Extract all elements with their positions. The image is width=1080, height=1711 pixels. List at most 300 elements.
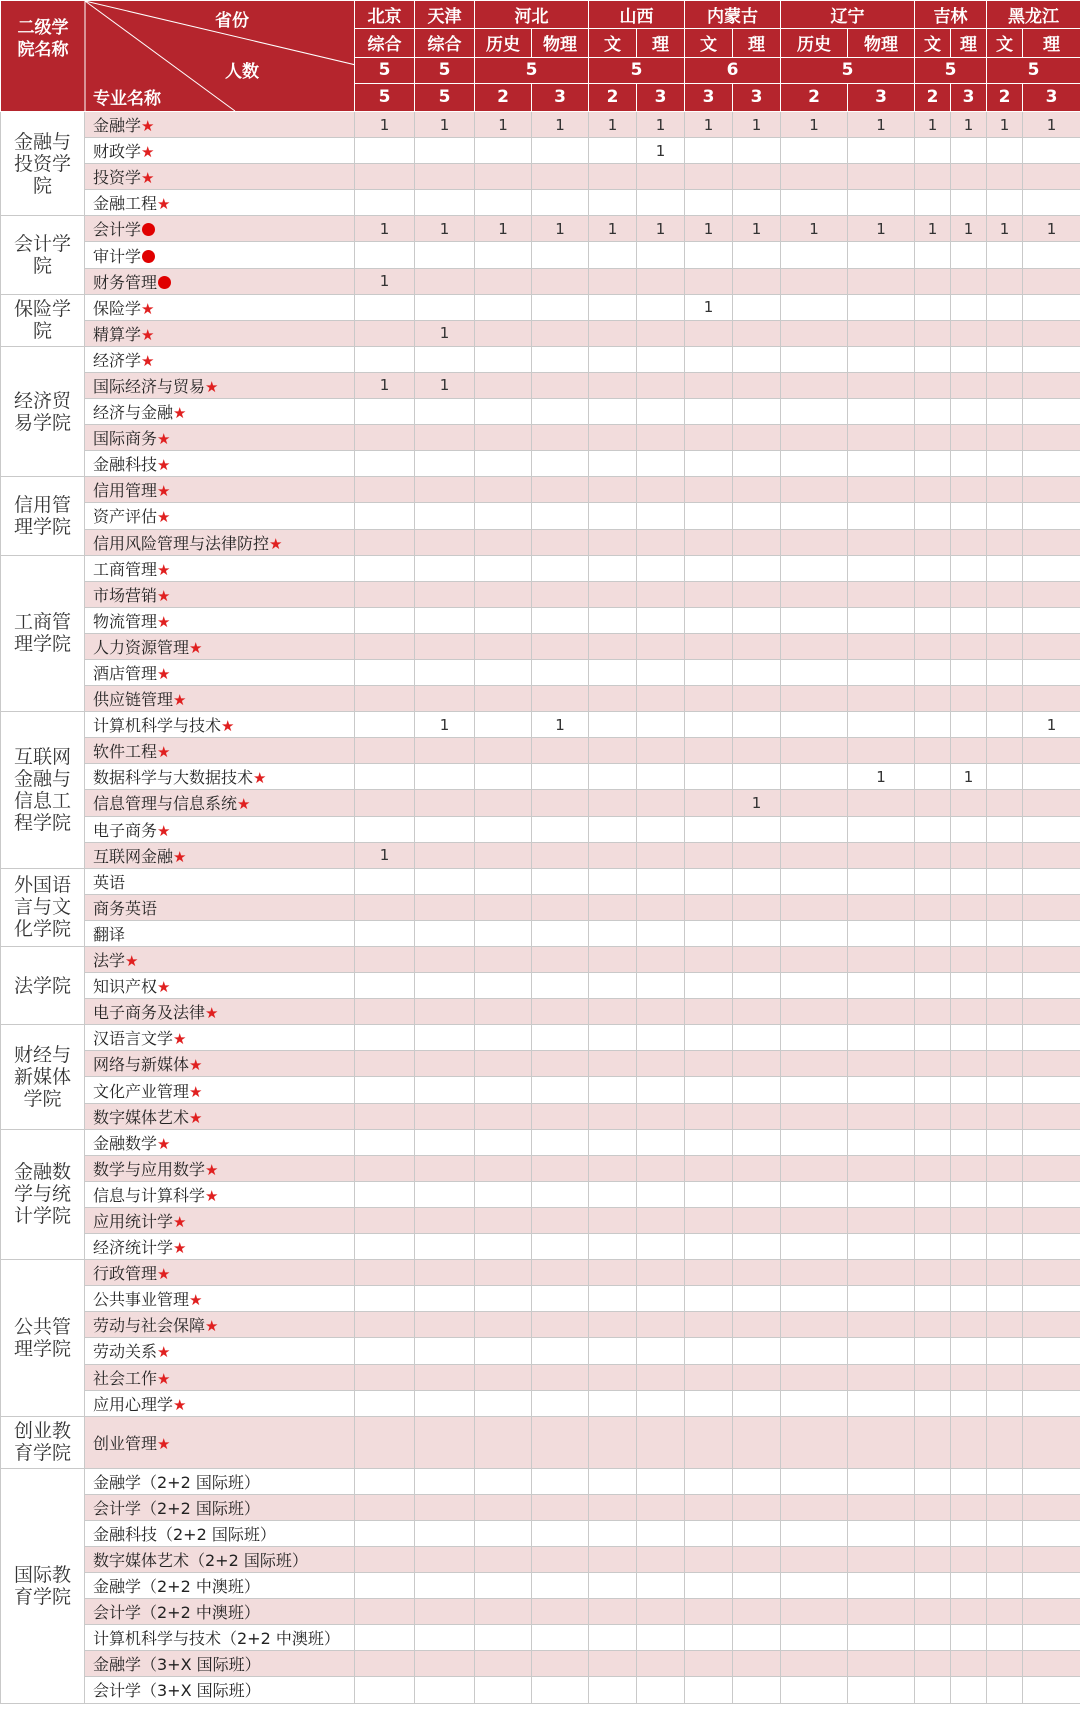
count-cell <box>355 1338 415 1364</box>
count-cell <box>733 1599 781 1625</box>
count-cell <box>848 581 915 607</box>
count-cell: 1 <box>415 216 475 242</box>
subject-count: 3 <box>848 83 915 111</box>
count-cell <box>848 242 915 268</box>
province-total: 5 <box>415 57 475 83</box>
count-cell <box>355 764 415 790</box>
count-cell: 1 <box>415 112 475 138</box>
count-cell <box>355 1677 415 1703</box>
count-cell <box>848 372 915 398</box>
subject-name: 文 <box>915 29 951 57</box>
count-cell <box>1023 1338 1080 1364</box>
count-cell <box>532 1416 589 1468</box>
count-cell <box>685 633 733 659</box>
count-cell <box>733 1207 781 1233</box>
count-cell <box>848 1312 915 1338</box>
count-cell <box>532 1286 589 1312</box>
count-cell <box>637 425 685 451</box>
count-cell <box>355 1207 415 1233</box>
count-cell <box>355 294 415 320</box>
count-cell <box>532 1234 589 1260</box>
count-cell <box>951 1051 987 1077</box>
count-cell: 1 <box>475 112 532 138</box>
count-cell <box>475 372 532 398</box>
count-cell <box>781 920 848 946</box>
college-name: 法学院 <box>1 947 85 1025</box>
count-cell <box>733 529 781 555</box>
count-cell <box>475 1234 532 1260</box>
count-cell <box>987 999 1023 1025</box>
count-cell <box>848 1573 915 1599</box>
count-cell <box>915 842 951 868</box>
count-cell <box>951 451 987 477</box>
count-cell <box>685 973 733 999</box>
count-cell <box>781 999 848 1025</box>
major-label: 供应链管理 <box>93 690 174 710</box>
count-cell <box>637 242 685 268</box>
count-cell <box>355 607 415 633</box>
count-cell <box>987 712 1023 738</box>
count-cell <box>733 973 781 999</box>
count-cell <box>915 1494 951 1520</box>
count-cell <box>781 738 848 764</box>
count-cell <box>475 1260 532 1286</box>
count-cell <box>781 1129 848 1155</box>
count-cell <box>951 947 987 973</box>
count-cell <box>951 790 987 816</box>
count-cell <box>685 1051 733 1077</box>
count-cell <box>951 1260 987 1286</box>
count-cell <box>637 1077 685 1103</box>
count-cell <box>915 1468 951 1494</box>
count-cell <box>733 1416 781 1468</box>
major-label: 金融数学 <box>93 1133 158 1153</box>
count-cell <box>415 738 475 764</box>
count-cell <box>589 842 637 868</box>
count-cell <box>1023 1677 1080 1703</box>
table-row <box>1 477 1080 503</box>
count-cell <box>589 1599 637 1625</box>
count-cell <box>685 1677 733 1703</box>
major-label: 应用心理学 <box>93 1394 174 1414</box>
count-cell <box>415 268 475 294</box>
count-cell <box>415 607 475 633</box>
star-icon: ★ <box>205 1004 219 1023</box>
count-cell <box>475 1677 532 1703</box>
count-cell: 1 <box>355 216 415 242</box>
province-name: 天津 <box>415 1 475 29</box>
count-cell <box>733 1103 781 1129</box>
count-cell <box>415 842 475 868</box>
count-cell <box>915 581 951 607</box>
count-cell <box>915 738 951 764</box>
count-cell <box>951 999 987 1025</box>
count-cell <box>475 346 532 372</box>
count-cell <box>733 920 781 946</box>
count-cell <box>532 738 589 764</box>
count-cell <box>589 242 637 268</box>
count-cell <box>637 1207 685 1233</box>
count-cell: 1 <box>733 112 781 138</box>
count-cell <box>637 581 685 607</box>
count-cell <box>637 1312 685 1338</box>
count-cell <box>637 686 685 712</box>
count-cell <box>1023 346 1080 372</box>
count-cell <box>951 138 987 164</box>
star-icon: ★ <box>125 952 139 971</box>
table-row <box>1 1286 1080 1312</box>
count-cell <box>987 1103 1023 1129</box>
count-cell <box>1023 1155 1080 1181</box>
count-cell <box>1023 659 1080 685</box>
count-cell <box>589 477 637 503</box>
count-cell <box>951 894 987 920</box>
table-row <box>1 1207 1080 1233</box>
count-cell <box>1023 1207 1080 1233</box>
red-dot-icon <box>142 223 155 236</box>
count-cell <box>475 947 532 973</box>
star-icon: ★ <box>141 351 155 370</box>
major-name <box>85 1051 355 1077</box>
major-name <box>85 555 355 581</box>
star-icon: ★ <box>205 377 219 396</box>
major-name <box>85 920 355 946</box>
major-label: 知识产权 <box>93 977 158 997</box>
count-cell <box>915 190 951 216</box>
major-label: 金融科技 <box>93 455 158 475</box>
major-name <box>85 686 355 712</box>
table-row <box>1 1312 1080 1338</box>
major-label: 金融工程 <box>93 194 158 214</box>
count-cell <box>415 503 475 529</box>
count-cell <box>532 190 589 216</box>
major-label: 市场营销 <box>93 585 158 605</box>
count-cell <box>532 1364 589 1390</box>
count-cell <box>637 164 685 190</box>
count-cell <box>475 294 532 320</box>
count-cell <box>951 1312 987 1338</box>
count-cell <box>637 816 685 842</box>
province-total: 5 <box>475 57 589 83</box>
count-cell <box>987 1573 1023 1599</box>
count-cell <box>685 1025 733 1051</box>
count-cell <box>475 581 532 607</box>
count-cell <box>915 1416 951 1468</box>
count-cell <box>685 164 733 190</box>
count-cell: 1 <box>848 112 915 138</box>
count-cell <box>781 1338 848 1364</box>
count-cell <box>685 503 733 529</box>
count-cell <box>733 686 781 712</box>
count-cell <box>848 320 915 346</box>
count-cell: 1 <box>637 112 685 138</box>
count-cell <box>475 659 532 685</box>
star-icon: ★ <box>157 1343 171 1362</box>
count-cell <box>781 659 848 685</box>
count-cell <box>781 1625 848 1651</box>
count-cell <box>637 1338 685 1364</box>
major-name <box>85 1494 355 1520</box>
count-cell <box>475 477 532 503</box>
count-cell <box>532 581 589 607</box>
count-cell <box>532 1103 589 1129</box>
table-row <box>1 712 1080 738</box>
count-cell <box>915 1573 951 1599</box>
count-cell <box>355 451 415 477</box>
count-cell <box>915 477 951 503</box>
count-cell <box>475 633 532 659</box>
count-cell <box>475 1051 532 1077</box>
count-cell <box>637 633 685 659</box>
count-cell <box>355 1234 415 1260</box>
major-label: 数字媒体艺术（2+2 国际班） <box>93 1551 308 1571</box>
star-icon: ★ <box>269 534 283 553</box>
count-cell <box>589 1546 637 1572</box>
major-label: 金融学（3+X 国际班） <box>93 1655 261 1675</box>
count-cell <box>355 686 415 712</box>
count-cell <box>915 1129 951 1155</box>
count-cell <box>733 1129 781 1155</box>
count-cell <box>733 659 781 685</box>
count-cell <box>415 1312 475 1338</box>
count-cell <box>589 268 637 294</box>
count-cell <box>637 372 685 398</box>
count-cell <box>987 399 1023 425</box>
subject-count: 5 <box>415 83 475 111</box>
count-cell <box>1023 1025 1080 1051</box>
subject-count: 2 <box>589 83 637 111</box>
count-cell <box>589 1234 637 1260</box>
subject-count: 2 <box>781 83 848 111</box>
major-name <box>85 1573 355 1599</box>
table-row <box>1 1599 1080 1625</box>
count-cell <box>532 1390 589 1416</box>
count-cell <box>915 555 951 581</box>
table-row <box>1 633 1080 659</box>
count-cell <box>532 1051 589 1077</box>
count-cell <box>1023 1390 1080 1416</box>
count-cell <box>415 947 475 973</box>
count-cell <box>848 529 915 555</box>
major-name <box>85 294 355 320</box>
count-cell <box>532 816 589 842</box>
count-cell <box>987 320 1023 346</box>
major-label: 计算机科学与技术 <box>93 716 222 736</box>
count-cell <box>355 399 415 425</box>
count-cell <box>475 1573 532 1599</box>
major-label: 数字媒体艺术 <box>93 1107 190 1127</box>
count-cell <box>848 425 915 451</box>
subject-count: 2 <box>475 83 532 111</box>
count-cell: 1 <box>637 216 685 242</box>
count-cell <box>685 738 733 764</box>
major-label: 行政管理 <box>93 1264 158 1284</box>
star-icon: ★ <box>189 1082 203 1101</box>
count-cell <box>848 1468 915 1494</box>
count-cell: 1 <box>532 112 589 138</box>
count-cell <box>915 1286 951 1312</box>
star-icon: ★ <box>157 586 171 605</box>
count-cell <box>637 973 685 999</box>
count-cell <box>415 451 475 477</box>
count-cell <box>685 242 733 268</box>
count-cell <box>589 816 637 842</box>
count-cell <box>987 164 1023 190</box>
count-cell <box>951 1494 987 1520</box>
table-row <box>1 1181 1080 1207</box>
major-name <box>85 1599 355 1625</box>
count-cell <box>637 659 685 685</box>
count-cell <box>915 372 951 398</box>
count-cell <box>987 1390 1023 1416</box>
count-cell <box>475 1520 532 1546</box>
count-cell <box>475 1390 532 1416</box>
count-cell <box>532 242 589 268</box>
star-icon: ★ <box>189 1291 203 1310</box>
subject-name: 物理 <box>532 29 589 57</box>
count-cell <box>415 1468 475 1494</box>
count-cell <box>1023 1260 1080 1286</box>
count-cell: 1 <box>415 372 475 398</box>
major-name <box>85 738 355 764</box>
count-cell <box>1023 1573 1080 1599</box>
count-cell <box>848 659 915 685</box>
major-name <box>85 607 355 633</box>
count-cell <box>475 790 532 816</box>
count-cell <box>532 1338 589 1364</box>
count-cell <box>685 1103 733 1129</box>
count-cell <box>1023 190 1080 216</box>
count-cell <box>915 294 951 320</box>
count-cell <box>733 1025 781 1051</box>
count-cell <box>415 659 475 685</box>
count-cell <box>1023 164 1080 190</box>
count-cell: 1 <box>1023 712 1080 738</box>
count-cell <box>1023 999 1080 1025</box>
count-cell <box>987 1025 1023 1051</box>
major-label: 信用管理 <box>93 481 158 501</box>
count-cell <box>415 242 475 268</box>
count-cell <box>915 1103 951 1129</box>
count-cell <box>987 268 1023 294</box>
count-cell: 1 <box>1023 112 1080 138</box>
count-cell <box>355 1103 415 1129</box>
star-icon: ★ <box>173 404 187 423</box>
count-cell <box>1023 555 1080 581</box>
count-cell <box>987 425 1023 451</box>
count-cell <box>475 190 532 216</box>
count-cell <box>951 294 987 320</box>
count-cell <box>781 503 848 529</box>
count-cell <box>951 607 987 633</box>
count-cell <box>987 477 1023 503</box>
count-cell <box>781 477 848 503</box>
count-cell <box>475 816 532 842</box>
count-cell <box>951 1677 987 1703</box>
subject-count: 3 <box>733 83 781 111</box>
count-cell <box>733 738 781 764</box>
count-cell <box>637 1468 685 1494</box>
count-cell <box>781 138 848 164</box>
subject-name: 历史 <box>475 29 532 57</box>
count-cell <box>415 477 475 503</box>
count-cell <box>848 1260 915 1286</box>
count-cell <box>475 164 532 190</box>
table-row <box>1 947 1080 973</box>
count-cell <box>733 816 781 842</box>
star-icon: ★ <box>141 169 155 188</box>
major-name <box>85 1260 355 1286</box>
count-cell <box>355 1390 415 1416</box>
college-name: 保险学院 <box>1 294 85 346</box>
major-label: 资产评估 <box>93 507 158 527</box>
count-cell <box>532 372 589 398</box>
star-icon: ★ <box>173 691 187 710</box>
count-cell <box>951 1129 987 1155</box>
province-name: 吉林 <box>915 1 987 29</box>
count-cell <box>589 1286 637 1312</box>
count-cell <box>915 607 951 633</box>
count-cell: 1 <box>733 216 781 242</box>
count-cell <box>848 1599 915 1625</box>
count-cell <box>1023 1234 1080 1260</box>
count-cell <box>951 503 987 529</box>
count-cell <box>589 1129 637 1155</box>
table-row <box>1 1468 1080 1494</box>
major-name <box>85 268 355 294</box>
count-cell <box>475 607 532 633</box>
subject-count: 3 <box>1023 83 1080 111</box>
count-cell <box>415 1520 475 1546</box>
count-cell: 1 <box>475 216 532 242</box>
table-row <box>1 1520 1080 1546</box>
subject-name: 理 <box>733 29 781 57</box>
count-cell <box>589 190 637 216</box>
count-cell <box>532 1207 589 1233</box>
count-cell <box>415 1103 475 1129</box>
table-row <box>1 1390 1080 1416</box>
count-cell <box>637 190 685 216</box>
star-icon: ★ <box>157 482 171 501</box>
count-cell <box>415 1416 475 1468</box>
count-cell <box>415 1181 475 1207</box>
count-cell <box>355 894 415 920</box>
major-name <box>85 425 355 451</box>
count-cell <box>589 294 637 320</box>
province-name: 河北 <box>475 1 589 29</box>
count-cell <box>915 712 951 738</box>
count-cell <box>637 1546 685 1572</box>
count-cell <box>589 764 637 790</box>
major-label: 会计学（2+2 中澳班） <box>93 1603 260 1623</box>
major-label: 劳动关系 <box>93 1342 158 1362</box>
count-cell <box>355 425 415 451</box>
table-row <box>1 1234 1080 1260</box>
count-cell <box>475 503 532 529</box>
major-name <box>85 1416 355 1468</box>
count-cell <box>951 868 987 894</box>
count-cell <box>951 1625 987 1651</box>
count-cell <box>733 372 781 398</box>
table-row <box>1 112 1080 138</box>
major-name <box>85 529 355 555</box>
count-cell <box>685 1129 733 1155</box>
count-cell <box>589 1077 637 1103</box>
count-cell <box>355 190 415 216</box>
count-cell <box>532 894 589 920</box>
major-name <box>85 1338 355 1364</box>
count-cell <box>781 1573 848 1599</box>
